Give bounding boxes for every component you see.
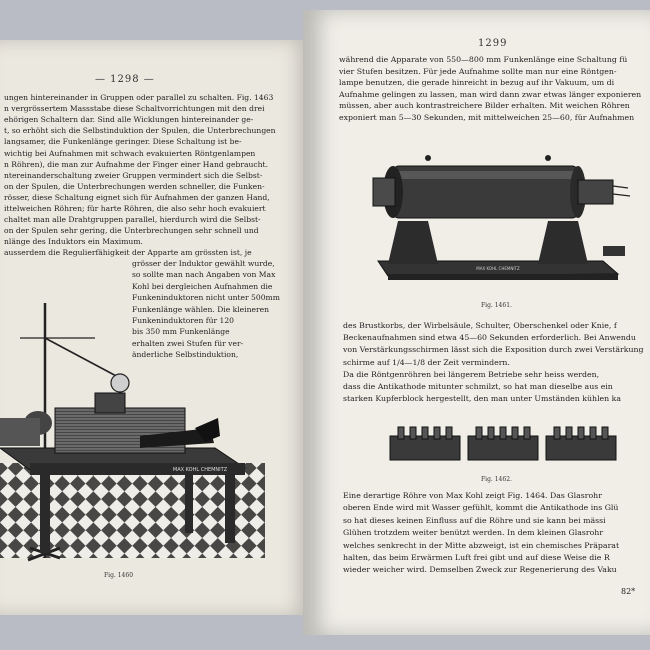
text-line: rösser, diese Schaltung eignet sich für Aufnahmen der ganzen Hand, xyxy=(4,192,270,202)
text-line: so hat dieses keinen Einfluss auf die Röhre und sie kann bei mässi xyxy=(343,515,606,525)
text-line: Eine derartige Röhre von Max Kohl zeigt Fig. 1464. Das Glasrohr xyxy=(343,491,602,500)
text-line: schirme auf 1/4—1/8 der Zeit vermindern. xyxy=(343,357,510,367)
text-line: während die Apparate von 550—800 mm Funkenlänge eine Schaltung fü xyxy=(339,55,628,64)
left-page xyxy=(0,40,312,615)
text-line: n vergrössertem Massstabe diese Schaltvorrichtungen mit den drei xyxy=(4,104,265,114)
text-line: vier Stufen besitzen. Für jede Aufnahme sollte man nur eine Röntgen- xyxy=(339,66,617,76)
text-line: on der Spulen sehr gering, die Unterbrechungen sehr schnell und xyxy=(4,226,259,236)
apparatus-maker-label: MAX KOHL CHEMNITZ xyxy=(476,266,520,271)
text-line: ausserdem die Regulierfähigkeit der Apparte am grössten ist, je xyxy=(4,248,252,258)
text-line: wichtig bei Aufnahmen mit schwach evakuierten Röntgenlampen xyxy=(4,148,256,158)
text-line: Glühen trotzdem weiter benützt werden. In dem kleinen Glasrohr xyxy=(343,528,604,538)
text-line: on der Spulen, die Unterbrechungen werden schneller, die Funken- xyxy=(4,181,265,191)
figure-1461-illustration xyxy=(358,146,643,296)
text-line: von Verstärkungsschirmen lässt sich die Exposition durch zwei Verstärkung xyxy=(343,345,644,355)
text-line: wieder weicher wird. Demselben Zweck zur Regenerierung des Vaku xyxy=(343,565,617,575)
text-line: welches senkrecht in der Mitte abzweigt, ist ein chemisches Präparat xyxy=(343,540,620,550)
text-line: Kohl bei dergleichen Aufnahmen die xyxy=(132,281,273,291)
figure-1460-illustration xyxy=(0,258,265,570)
text-line: n Röhren), die man zur Aufnahme der Finger einer Hand gebraucht. xyxy=(4,159,268,169)
signature-mark: 82* xyxy=(621,587,636,596)
text-line: Funkenlänge wählen. Die kleineren xyxy=(132,304,269,314)
text-line: Funkeninduktoren nicht unter 500mm xyxy=(132,293,280,303)
text-line: chaltet man alle Drahtgruppen parallel, hierdurch wird die Selbst- xyxy=(4,215,261,225)
text-line: oberen Ende wird mit Wasser gefühlt, kommt die Antikathode ins Glü xyxy=(343,503,619,513)
text-line: nlänge des Induktors ein Maximum. xyxy=(4,237,143,247)
text-line: Beckenaufnahmen sind etwa 45—60 Sekunden erforderlich. Bei Anwendu xyxy=(343,333,636,343)
right-page-number: 1299 xyxy=(478,38,508,49)
text-line: erhalten zwei Stufen für ver- xyxy=(132,338,244,348)
text-line: müssen, aber auch kontrastreichere Bilder erhalten. Mit weichen Röhren xyxy=(339,101,630,111)
text-line: ehörigen Schaltern dar. Sind alle Wicklungen hintereinander ge- xyxy=(4,115,254,125)
text-line: lampe benutzen, die gerade hinreicht in bezug auf ihr Vakuum, um di xyxy=(339,78,615,88)
figure-1460-caption: Fig. 1460 xyxy=(104,572,134,579)
text-line: ntereinanderschaltung zweier Gruppen vermindert sich die Selbst- xyxy=(4,170,263,180)
text-line: t, so erhöht sich die Selbstinduktion der Spulen, die Unterbrechungen xyxy=(4,126,276,136)
text-line: änderliche Selbstinduktion, xyxy=(132,350,239,360)
text-line: so sollte man nach Angaben von Max xyxy=(132,270,276,280)
text-line: Funkeninduktoren für 120 xyxy=(132,316,235,325)
table-maker-label: MAX KOHL CHEMNITZ xyxy=(172,467,228,473)
left-page-number: — 1298 — xyxy=(95,74,155,85)
figure-1462-illustration xyxy=(388,422,628,467)
text-line: Aufnahme gelingen zu lassen, man wird dann zwar etwas länger exponieren xyxy=(339,89,642,99)
figure-1462-caption: Fig. 1462. xyxy=(481,476,512,483)
figure-1461-caption: Fig. 1461. xyxy=(481,302,512,309)
text-line: dass die Antikathode mitunter schmilzt, so hat man dieselbe aus ein xyxy=(343,382,613,391)
text-line: Da die Röntgenröhren bei längerem Betriebe sehr heiss werden, xyxy=(343,369,600,379)
text-line: grösser der Induktor gewählt wurde, xyxy=(132,259,275,268)
text-line: ungen hintereinander in Gruppen oder parallel zu schalten. Fig. 1463 xyxy=(4,93,274,102)
text-line: starken Kupferblock hergestellt, den man unter Umständen kühlen ka xyxy=(343,394,622,404)
text-line: bis 350 mm Funkenlänge xyxy=(132,327,230,337)
right-page xyxy=(303,10,650,635)
text-line: ittelweichen Röhren; für harte Röhren, die also sehr hoch evakuiert xyxy=(4,204,266,213)
text-line: langsamer, die Funkenlänge geringer. Diese Schaltung ist be- xyxy=(4,137,242,147)
text-line: exponiert man 5—30 Sekunden, mit mittelweichen 25—60, für Aufnahmen xyxy=(339,113,635,122)
text-line: des Brustkorbs, der Wirbelsäule, Schulter, Oberschenkel oder Knie, f xyxy=(343,321,617,330)
text-line: halten, das beim Erwärmen Luft frei gibt und auf diese Weise die R xyxy=(343,553,610,562)
